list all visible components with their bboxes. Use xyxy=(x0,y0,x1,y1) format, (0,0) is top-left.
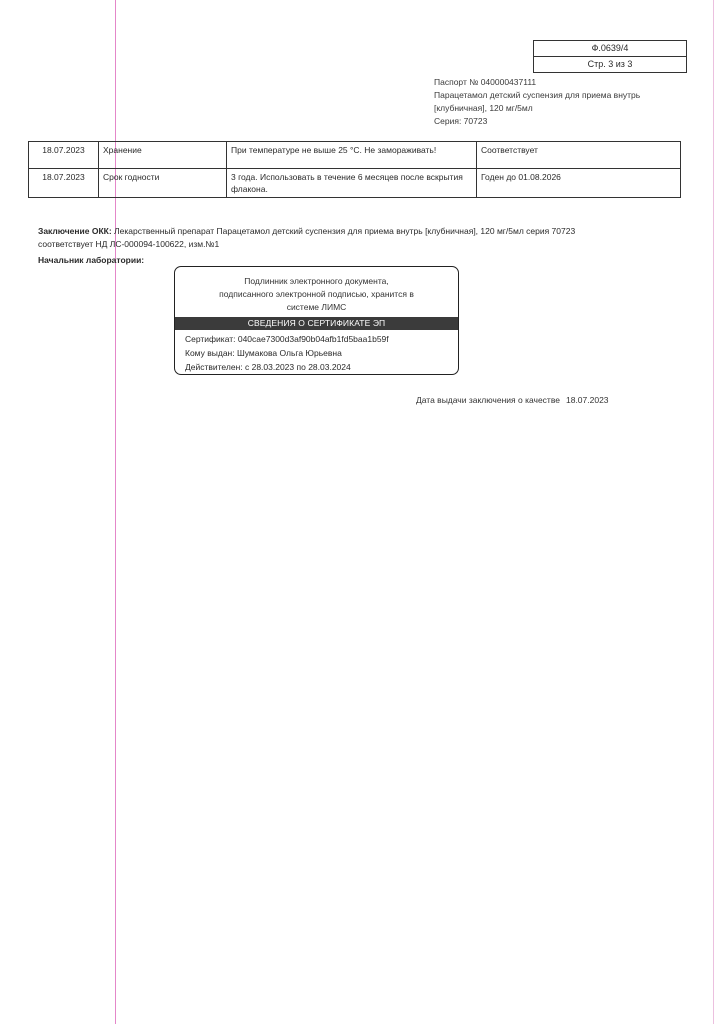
series-number: Серия: 70723 xyxy=(434,116,488,126)
esig-issued-to: Кому выдан: Шумакова Ольга Юрьевна xyxy=(185,348,342,358)
esig-notice-line2: подписанного электронной подписью, хранится в xyxy=(219,289,414,299)
issue-date-label: Дата выдачи заключения о качестве xyxy=(416,395,560,405)
row-parameter: Хранение xyxy=(99,142,227,169)
form-code: Ф.0639/4 xyxy=(591,43,629,53)
product-name-line1: Парацетамол детский суспензия для приема внутрь xyxy=(434,90,641,100)
row-parameter: Срок годности xyxy=(99,169,227,198)
row-result: Соответствует xyxy=(477,142,681,169)
conclusion-label: Заключение ОКК: xyxy=(38,226,112,236)
page-number: Стр. 3 из 3 xyxy=(534,56,686,72)
results-table xyxy=(28,141,681,198)
row-date: 18.07.2023 xyxy=(29,142,99,169)
page-margin-line-right xyxy=(713,0,714,1024)
head-of-lab-label: Начальник лаборатории: xyxy=(38,255,145,265)
conclusion-text: Лекарственный препарат Парацетамол детский суспензия для приема внутрь [клубничная], 120 мг/5мл серия 70723 соответствует НД ЛС-000094-100622, изм.№1 xyxy=(38,226,576,249)
row-date: 18.07.2023 xyxy=(29,169,99,198)
esig-validity: Действителен: с 28.03.2023 по 28.03.2024 xyxy=(185,362,351,372)
electronic-signature-stamp xyxy=(174,266,459,375)
row-requirement: При температуре не выше 25 °С. Не замораживать! xyxy=(227,142,477,169)
row-result: Годен до 01.08.2026 xyxy=(477,169,681,198)
esig-notice-line3: системе ЛИМС xyxy=(286,302,347,312)
product-name-line2: [клубничная], 120 мг/5мл xyxy=(434,103,533,113)
esig-certificate-id: Сертификат: 040cae7300d3af90b04afb1fd5baa1b59f xyxy=(185,334,389,344)
qc-conclusion xyxy=(38,225,598,251)
issue-date-line xyxy=(416,394,609,407)
esig-notice-line1: Подлинник электронного документа, xyxy=(244,276,389,286)
row-requirement: 3 года. Использовать в течение 6 месяцев после вскрытия флакона. xyxy=(227,169,477,198)
table-row xyxy=(29,169,681,198)
passport-number: Паспорт № 040000437111 xyxy=(434,77,537,87)
passport-info xyxy=(434,76,694,128)
issue-date-value: 18.07.2023 xyxy=(565,395,609,405)
esig-certificate-header: СВЕДЕНИЯ О СЕРТИФИКАТЕ ЭП xyxy=(175,317,458,330)
form-code-box xyxy=(533,40,687,73)
esig-notice xyxy=(175,267,458,317)
table-row xyxy=(29,142,681,169)
